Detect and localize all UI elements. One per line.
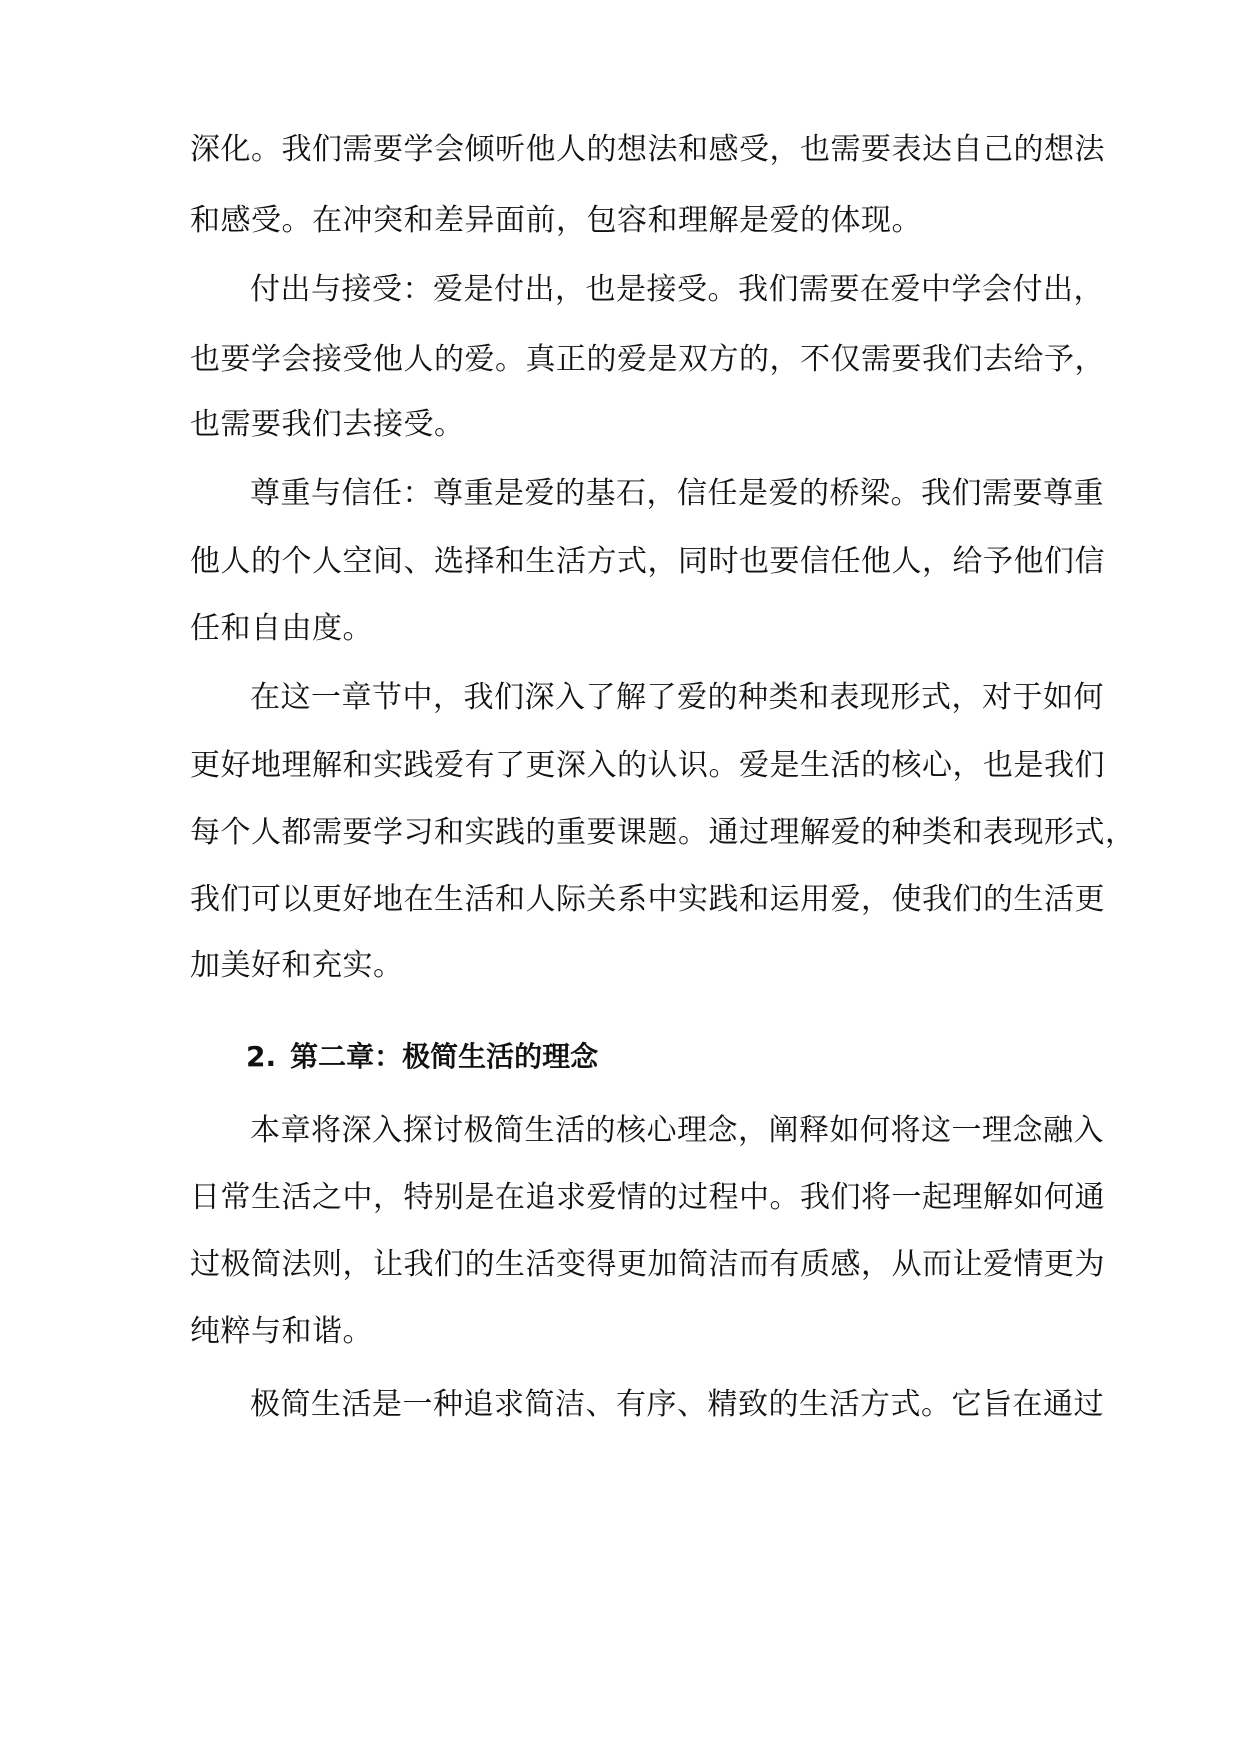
- paragraph-line: 也需要我们去接受。: [190, 407, 465, 442]
- paragraph-line: 和感受。在冲突和差异面前，包容和理解是爱的体现。: [190, 203, 922, 238]
- section-heading: [246, 1037, 598, 1077]
- paragraph-line: 付出与接受：爱是付出，也是接受。我们需要在爱中学会付出，: [250, 272, 1104, 307]
- paragraph-line: 深化。我们需要学会倾听他人的想法和感受，也需要表达自己的想法: [190, 132, 1105, 167]
- section-title: 第二章：极简生活的理念: [290, 1040, 599, 1073]
- paragraph-line: 尊重与信任：尊重是爱的基石，信任是爱的桥梁。我们需要尊重: [250, 476, 1104, 511]
- paragraph-line: 纯粹与和谐。: [190, 1314, 373, 1349]
- paragraph-line: 也要学会接受他人的爱。真正的爱是双方的，不仅需要我们去给予，: [190, 342, 1105, 377]
- paragraph-line: 本章将深入探讨极简生活的核心理念，阐释如何将这一理念融入: [250, 1113, 1104, 1148]
- paragraph-line: 每个人都需要学习和实践的重要课题。通过理解爱的种类和表现形式，: [190, 815, 1136, 850]
- paragraph-line: 极简生活是一种追求简洁、有序、精致的生活方式。它旨在通过: [250, 1387, 1104, 1422]
- paragraph-line: 过极简法则，让我们的生活变得更加简洁而有质感，从而让爱情更为: [190, 1247, 1105, 1282]
- paragraph-line: 日常生活之中，特别是在追求爱情的过程中。我们将一起理解如何通: [190, 1180, 1105, 1215]
- paragraph-line: 他人的个人空间、选择和生活方式，同时也要信任他人，给予他们信: [190, 544, 1105, 579]
- paragraph-line: 更好地理解和实践爱有了更深入的认识。爱是生活的核心，也是我们: [190, 748, 1105, 783]
- section-number: 2.: [246, 1040, 277, 1073]
- paragraph-line: 在这一章节中，我们深入了解了爱的种类和表现形式，对于如何: [250, 680, 1104, 715]
- paragraph-line: 我们可以更好地在生活和人际关系中实践和运用爱，使我们的生活更: [190, 882, 1105, 917]
- paragraph-line: 加美好和充实。: [190, 948, 404, 983]
- paragraph-line: 任和自由度。: [190, 611, 373, 646]
